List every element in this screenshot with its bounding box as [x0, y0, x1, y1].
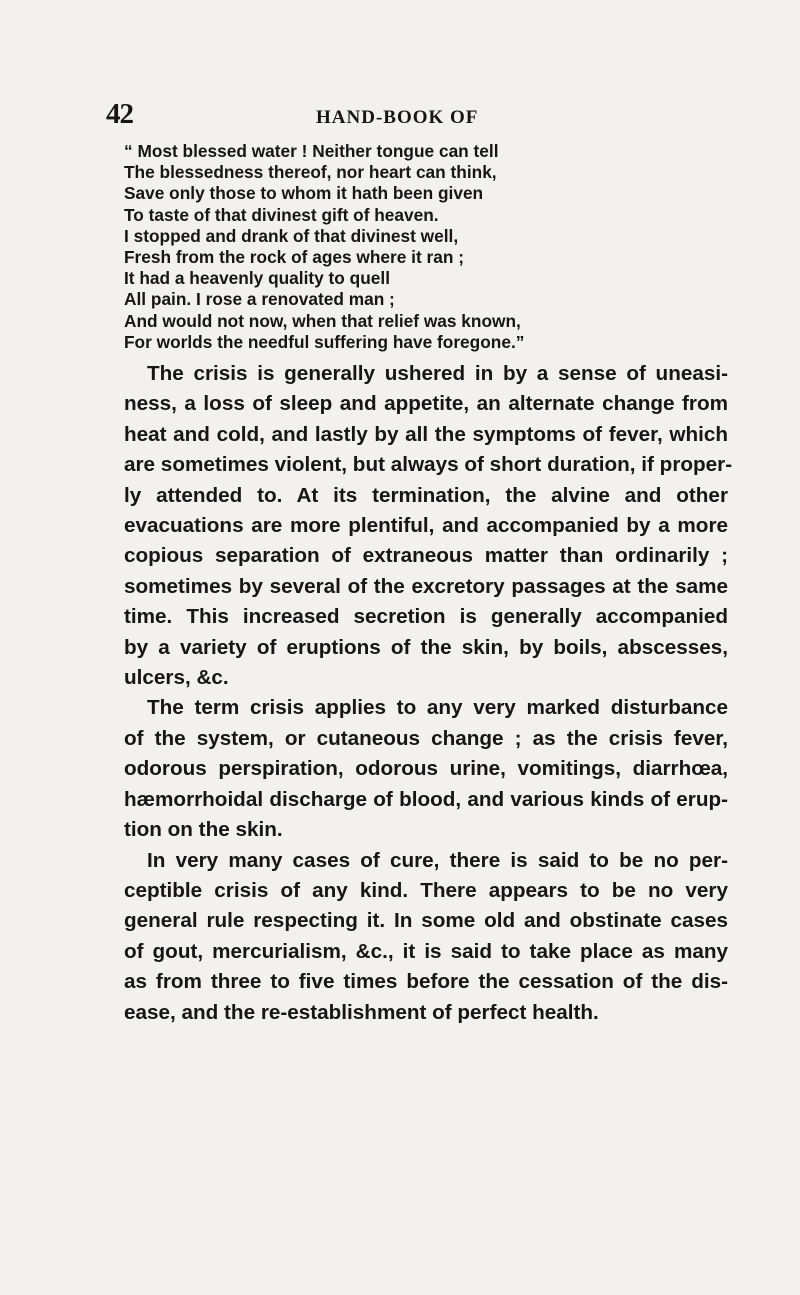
text-line: as from three to five times before the cessation of the dis-	[124, 970, 728, 994]
verse-line: All pain. I rose a renovated man ;	[124, 289, 395, 310]
text-line: In very many cases of cure, there is said to be no per-	[147, 848, 728, 872]
page-number: 42	[106, 98, 133, 130]
text-line: copious separation of extraneous matter than ordinarily ;	[124, 544, 728, 568]
paragraph-crisis-term	[124, 693, 728, 845]
text-line: heat and cold, and lastly by all the symptoms of fever, which	[124, 422, 728, 446]
verse-line: Save only those to whom it hath been given	[124, 183, 484, 204]
paragraph-crisis-onset	[124, 359, 733, 693]
text-line: odorous perspiration, odorous urine, vomitings, diarrhœa,	[124, 757, 728, 781]
paragraph-no-crisis	[124, 846, 728, 1028]
text-line: ceptible crisis of any kind. There appears to be no very	[124, 878, 728, 902]
verse-line: Fresh from the rock of ages where it ran ;	[124, 247, 464, 268]
text-line: ulcers, &c.	[124, 666, 229, 690]
text-line: hæmorrhoidal discharge of blood, and various kinds of erup-	[124, 787, 728, 811]
body-text	[124, 359, 733, 1028]
text-line: time. This increased secretion is generally accompanied	[124, 605, 728, 629]
text-line: evacuations are more plentiful, and accompanied by a more	[124, 514, 728, 538]
verse-line: The blessedness thereof, nor heart can think,	[124, 162, 497, 183]
text-line: general rule respecting it. In some old and obstinate cases	[124, 909, 728, 933]
verse-line: It had a heavenly quality to quell	[124, 268, 390, 289]
text-line: ness, a loss of sleep and appetite, an alternate change from	[124, 392, 728, 416]
verse-line: To taste of that divinest gift of heaven.	[124, 204, 439, 225]
verse-quote	[124, 141, 734, 353]
text-line: tion on the skin.	[124, 818, 283, 842]
text-line: sometimes by several of the excretory passages at the same	[124, 574, 728, 598]
verse-line: “ Most blessed water ! Neither tongue can tell	[124, 141, 499, 161]
verse-line: I stopped and drank of that divinest well,	[124, 225, 459, 246]
text-line: ly attended to. At its termination, the alvine and other	[124, 483, 728, 507]
text-line: by a variety of eruptions of the skin, by boils, abscesses,	[124, 635, 728, 659]
text-line: The crisis is generally ushered in by a sense of uneasi-	[147, 362, 728, 385]
text-line: ease, and the re-establishment of perfect health.	[124, 1000, 599, 1024]
text-line: of the system, or cutaneous change ; as the crisis fever,	[124, 726, 728, 750]
verse-line: For worlds the needful suffering have foregone.”	[124, 331, 525, 352]
text-line: The term crisis applies to any very marked disturbance	[147, 696, 728, 720]
verse-line: And would not now, when that relief was known,	[124, 310, 521, 331]
running-head: HAND-BOOK OF	[316, 107, 479, 128]
text-line: of gout, mercurialism, &c., it is said to take place as many	[124, 939, 728, 963]
text-line: are sometimes violent, but always of short duration, if proper-	[124, 453, 733, 477]
